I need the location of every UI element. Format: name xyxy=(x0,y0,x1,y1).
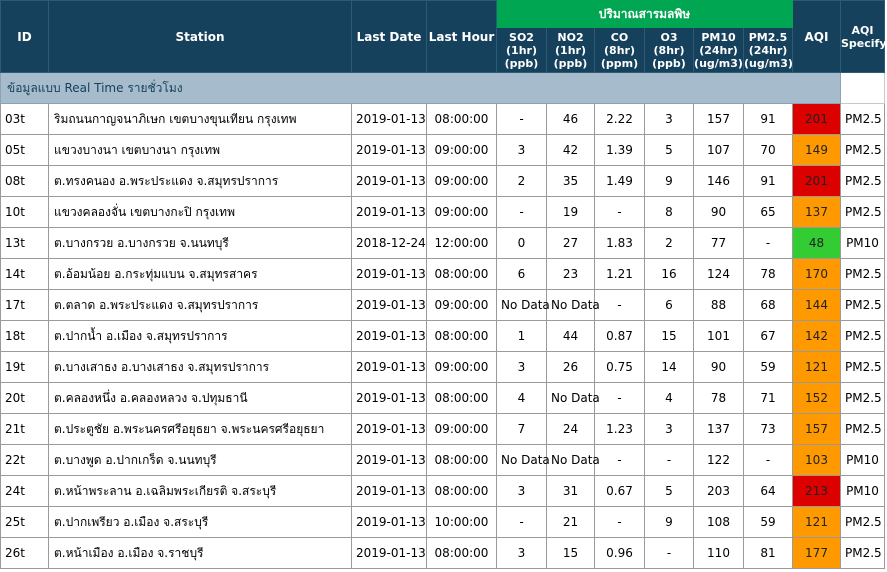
table-row xyxy=(1,445,885,476)
aqi-value: 201 xyxy=(793,166,841,197)
aqi-value: 170 xyxy=(793,259,841,290)
pm10-value: 101 xyxy=(694,321,744,352)
station-name: ริมถนนกาญจนาภิเษก เขตบางขุนเทียน กรุงเทพ xyxy=(49,104,352,135)
table-row xyxy=(1,290,885,321)
last-date: 2019-01-13 xyxy=(352,259,427,290)
header-pm25-unit: (ug/m3) xyxy=(744,56,793,70)
last-hour: 09:00:00 xyxy=(427,135,497,166)
aqi-specify-value: PM10 xyxy=(841,445,885,476)
o3-value: 3 xyxy=(645,414,694,445)
no2-value: 19 xyxy=(547,197,595,228)
aqi-specify-value: PM2.5 xyxy=(841,104,885,135)
co-value: 0.96 xyxy=(595,538,645,569)
aqi-specify-value: PM2.5 xyxy=(841,352,885,383)
station-name: ต.หน้าพระลาน อ.เฉลิมพระเกียรติ จ.สระบุรี xyxy=(49,476,352,507)
header-pm10-unit: (ug/m3) xyxy=(694,56,743,70)
o3-value: 3 xyxy=(645,104,694,135)
no2-value: 23 xyxy=(547,259,595,290)
pm25-value: 73 xyxy=(744,414,793,445)
last-date: 2019-01-13 xyxy=(352,104,427,135)
last-date: 2018-12-24 xyxy=(352,228,427,259)
pm10-value: 108 xyxy=(694,507,744,538)
o3-value: 9 xyxy=(645,166,694,197)
pm10-value: 78 xyxy=(694,383,744,414)
pm25-value: 67 xyxy=(744,321,793,352)
last-date: 2019-01-13 xyxy=(352,414,427,445)
aqi-value: 137 xyxy=(793,197,841,228)
pm25-value: 64 xyxy=(744,476,793,507)
pm10-value: 88 xyxy=(694,290,744,321)
last-date: 2019-01-13 xyxy=(352,166,427,197)
header-aqi-specify-line2: Specify xyxy=(841,36,887,50)
header-no2 xyxy=(547,28,595,73)
table-row xyxy=(1,166,885,197)
header-id: ID xyxy=(1,1,49,73)
no2-value: 42 xyxy=(547,135,595,166)
no2-value: 15 xyxy=(547,538,595,569)
header-pm10 xyxy=(694,28,744,73)
header-so2 xyxy=(497,28,547,73)
section-header-row xyxy=(1,73,885,104)
station-id: 19t xyxy=(1,352,49,383)
header-pm25 xyxy=(744,28,793,73)
pm10-value: 110 xyxy=(694,538,744,569)
last-hour: 09:00:00 xyxy=(427,414,497,445)
so2-value: 2 xyxy=(497,166,547,197)
header-o3-name: O3 xyxy=(660,30,678,44)
header-aqi-specify-line1: AQI xyxy=(851,23,874,37)
co-value: - xyxy=(595,445,645,476)
header-co-name: CO xyxy=(610,30,629,44)
pm10-value: 124 xyxy=(694,259,744,290)
header-no2-period: (1hr) xyxy=(555,43,586,57)
pm10-value: 146 xyxy=(694,166,744,197)
station-name: แขวงบางนา เขตบางนา กรุงเทพ xyxy=(49,135,352,166)
table-row xyxy=(1,321,885,352)
o3-value: 8 xyxy=(645,197,694,228)
station-id: 18t xyxy=(1,321,49,352)
pm10-value: 107 xyxy=(694,135,744,166)
station-id: 05t xyxy=(1,135,49,166)
last-hour: 08:00:00 xyxy=(427,383,497,414)
so2-value: No Data xyxy=(497,290,547,321)
last-hour: 09:00:00 xyxy=(427,352,497,383)
co-value: 1.23 xyxy=(595,414,645,445)
aqi-specify-value: PM2.5 xyxy=(841,290,885,321)
last-date: 2019-01-13 xyxy=(352,383,427,414)
o3-value: 5 xyxy=(645,135,694,166)
co-value: 1.49 xyxy=(595,166,645,197)
last-hour: 08:00:00 xyxy=(427,104,497,135)
pm25-value: 81 xyxy=(744,538,793,569)
header-co-period: (8hr) xyxy=(604,43,635,57)
table-row xyxy=(1,352,885,383)
aqi-value: 152 xyxy=(793,383,841,414)
last-hour: 09:00:00 xyxy=(427,290,497,321)
table-row xyxy=(1,507,885,538)
station-id: 13t xyxy=(1,228,49,259)
no2-value: No Data xyxy=(547,383,595,414)
station-name: แขวงคลองจั่น เขตบางกะปิ กรุงเทพ xyxy=(49,197,352,228)
so2-value: 3 xyxy=(497,476,547,507)
station-id: 25t xyxy=(1,507,49,538)
last-hour: 08:00:00 xyxy=(427,259,497,290)
o3-value: 5 xyxy=(645,476,694,507)
pm10-value: 90 xyxy=(694,197,744,228)
station-name: ต.อ้อมน้อย อ.กระทุ่มแบน จ.สมุทรสาคร xyxy=(49,259,352,290)
header-pollutant-group: ปริมาณสารมลพิษ xyxy=(497,1,793,28)
co-value: - xyxy=(595,290,645,321)
aqi-specify-value: PM2.5 xyxy=(841,321,885,352)
aqi-value: 142 xyxy=(793,321,841,352)
last-date: 2019-01-13 xyxy=(352,135,427,166)
co-value: - xyxy=(595,197,645,228)
aqi-specify-value: PM2.5 xyxy=(841,538,885,569)
no2-value: 31 xyxy=(547,476,595,507)
co-value: 2.22 xyxy=(595,104,645,135)
aqi-specify-value: PM2.5 xyxy=(841,414,885,445)
last-date: 2019-01-13 xyxy=(352,445,427,476)
no2-value: No Data xyxy=(547,290,595,321)
header-last-hour: Last Hour xyxy=(427,1,497,73)
station-name: ต.บางเสาธง อ.บางเสาธง จ.สมุทรปราการ xyxy=(49,352,352,383)
pm25-value: 65 xyxy=(744,197,793,228)
o3-value: 2 xyxy=(645,228,694,259)
table-row xyxy=(1,383,885,414)
station-id: 26t xyxy=(1,538,49,569)
header-o3 xyxy=(645,28,694,73)
co-value: 0.67 xyxy=(595,476,645,507)
table-row xyxy=(1,538,885,569)
header-so2-name: SO2 xyxy=(509,30,534,44)
so2-value: 3 xyxy=(497,135,547,166)
header-so2-unit: (ppb) xyxy=(504,56,539,70)
no2-value: 27 xyxy=(547,228,595,259)
no2-value: 21 xyxy=(547,507,595,538)
table-row xyxy=(1,259,885,290)
table-body xyxy=(1,73,885,569)
header-pm10-name: PM10 xyxy=(701,30,736,44)
aqi-value: 48 xyxy=(793,228,841,259)
pm25-value: 71 xyxy=(744,383,793,414)
aqi-specify-value: PM2.5 xyxy=(841,135,885,166)
aqi-specify-value: PM2.5 xyxy=(841,383,885,414)
station-name: ต.ปากน้ำ อ.เมือง จ.สมุทรปราการ xyxy=(49,321,352,352)
pm10-value: 90 xyxy=(694,352,744,383)
pm10-value: 122 xyxy=(694,445,744,476)
station-id: 22t xyxy=(1,445,49,476)
station-name: ต.บางพูด อ.ปากเกร็ด จ.นนทบุรี xyxy=(49,445,352,476)
header-aqi-specify xyxy=(841,1,885,73)
header-pm25-period: (24hr) xyxy=(748,43,788,57)
o3-value: 6 xyxy=(645,290,694,321)
last-hour: 08:00:00 xyxy=(427,321,497,352)
pm25-value: - xyxy=(744,228,793,259)
so2-value: - xyxy=(497,104,547,135)
so2-value: 3 xyxy=(497,538,547,569)
station-id: 08t xyxy=(1,166,49,197)
last-date: 2019-01-13 xyxy=(352,321,427,352)
station-id: 10t xyxy=(1,197,49,228)
table-row xyxy=(1,135,885,166)
station-id: 21t xyxy=(1,414,49,445)
station-name: ต.ทรงคนอง อ.พระประแดง จ.สมุทรปราการ xyxy=(49,166,352,197)
pm25-value: 70 xyxy=(744,135,793,166)
o3-value: 16 xyxy=(645,259,694,290)
table-row xyxy=(1,104,885,135)
co-value: 0.75 xyxy=(595,352,645,383)
section-title: ข้อมูลแบบ Real Time รายชั่วโมง xyxy=(1,73,841,104)
station-id: 17t xyxy=(1,290,49,321)
station-name: ต.บางกรวย อ.บางกรวย จ.นนทบุรี xyxy=(49,228,352,259)
station-id: 14t xyxy=(1,259,49,290)
pm10-value: 137 xyxy=(694,414,744,445)
header-o3-period: (8hr) xyxy=(653,43,685,57)
pm25-value: 78 xyxy=(744,259,793,290)
header-co xyxy=(595,28,645,73)
co-value: 1.83 xyxy=(595,228,645,259)
last-hour: 08:00:00 xyxy=(427,476,497,507)
header-aqi: AQI xyxy=(793,1,841,73)
no2-value: 26 xyxy=(547,352,595,383)
pm25-value: 59 xyxy=(744,352,793,383)
header-last-date: Last Date xyxy=(352,1,427,73)
co-value: 1.39 xyxy=(595,135,645,166)
pm25-value: 91 xyxy=(744,104,793,135)
aqi-specify-value: PM2.5 xyxy=(841,507,885,538)
pm10-value: 77 xyxy=(694,228,744,259)
aqi-value: 149 xyxy=(793,135,841,166)
aqi-value: 157 xyxy=(793,414,841,445)
co-value: - xyxy=(595,383,645,414)
last-hour: 08:00:00 xyxy=(427,538,497,569)
last-date: 2019-01-13 xyxy=(352,507,427,538)
station-id: 20t xyxy=(1,383,49,414)
last-date: 2019-01-13 xyxy=(352,352,427,383)
station-name: ต.คลองหนึ่ง อ.คลองหลวง จ.ปทุมธานี xyxy=(49,383,352,414)
last-date: 2019-01-13 xyxy=(352,197,427,228)
station-name: ต.หน้าเมือง อ.เมือง จ.ราชบุรี xyxy=(49,538,352,569)
aqi-specify-value: PM10 xyxy=(841,228,885,259)
pm25-value: - xyxy=(744,445,793,476)
so2-value: - xyxy=(497,507,547,538)
table-row xyxy=(1,197,885,228)
pm25-value: 59 xyxy=(744,507,793,538)
table-row xyxy=(1,414,885,445)
aqi-value: 144 xyxy=(793,290,841,321)
aqi-value: 201 xyxy=(793,104,841,135)
so2-value: 6 xyxy=(497,259,547,290)
no2-value: 44 xyxy=(547,321,595,352)
section-spacer xyxy=(841,73,885,104)
header-no2-unit: (ppb) xyxy=(553,56,588,70)
o3-value: 15 xyxy=(645,321,694,352)
aqi-specify-value: PM2.5 xyxy=(841,197,885,228)
table-header xyxy=(1,1,885,73)
last-hour: 09:00:00 xyxy=(427,197,497,228)
o3-value: 9 xyxy=(645,507,694,538)
aqi-value: 103 xyxy=(793,445,841,476)
header-pm25-name: PM2.5 xyxy=(748,30,788,44)
last-hour: 09:00:00 xyxy=(427,166,497,197)
o3-value: 14 xyxy=(645,352,694,383)
pm25-value: 91 xyxy=(744,166,793,197)
so2-value: 0 xyxy=(497,228,547,259)
header-station: Station xyxy=(49,1,352,73)
no2-value: 24 xyxy=(547,414,595,445)
table-row xyxy=(1,476,885,507)
aqi-specify-value: PM2.5 xyxy=(841,259,885,290)
pm10-value: 203 xyxy=(694,476,744,507)
header-so2-period: (1hr) xyxy=(506,43,537,57)
so2-value: - xyxy=(497,197,547,228)
so2-value: 7 xyxy=(497,414,547,445)
header-co-unit: (ppm) xyxy=(600,56,639,70)
aqi-value: 213 xyxy=(793,476,841,507)
station-name: ต.ปากเพรียว อ.เมือง จ.สระบุรี xyxy=(49,507,352,538)
aqi-value: 177 xyxy=(793,538,841,569)
last-hour: 08:00:00 xyxy=(427,445,497,476)
aqi-specify-value: PM10 xyxy=(841,476,885,507)
station-name: ต.ประตูชัย อ.พระนครศรีอยุธยา จ.พระนครศรีอยุธยา xyxy=(49,414,352,445)
pm25-value: 68 xyxy=(744,290,793,321)
o3-value: - xyxy=(645,445,694,476)
header-no2-name: NO2 xyxy=(557,30,584,44)
no2-value: 35 xyxy=(547,166,595,197)
last-date: 2019-01-13 xyxy=(352,290,427,321)
station-id: 24t xyxy=(1,476,49,507)
last-hour: 10:00:00 xyxy=(427,507,497,538)
aqi-specify-value: PM2.5 xyxy=(841,166,885,197)
co-value: 0.87 xyxy=(595,321,645,352)
last-date: 2019-01-13 xyxy=(352,476,427,507)
co-value: - xyxy=(595,507,645,538)
so2-value: 4 xyxy=(497,383,547,414)
last-date: 2019-01-13 xyxy=(352,538,427,569)
o3-value: 4 xyxy=(645,383,694,414)
aqi-value: 121 xyxy=(793,352,841,383)
no2-value: No Data xyxy=(547,445,595,476)
header-pm10-period: (24hr) xyxy=(699,43,738,57)
last-hour: 12:00:00 xyxy=(427,228,497,259)
table-row xyxy=(1,228,885,259)
station-id: 03t xyxy=(1,104,49,135)
so2-value: No Data xyxy=(497,445,547,476)
aqi-value: 121 xyxy=(793,507,841,538)
header-o3-unit: (ppb) xyxy=(652,56,686,70)
so2-value: 3 xyxy=(497,352,547,383)
o3-value: - xyxy=(645,538,694,569)
co-value: 1.21 xyxy=(595,259,645,290)
so2-value: 1 xyxy=(497,321,547,352)
pm10-value: 157 xyxy=(694,104,744,135)
no2-value: 46 xyxy=(547,104,595,135)
station-name: ต.ตลาด อ.พระประแดง จ.สมุทรปราการ xyxy=(49,290,352,321)
